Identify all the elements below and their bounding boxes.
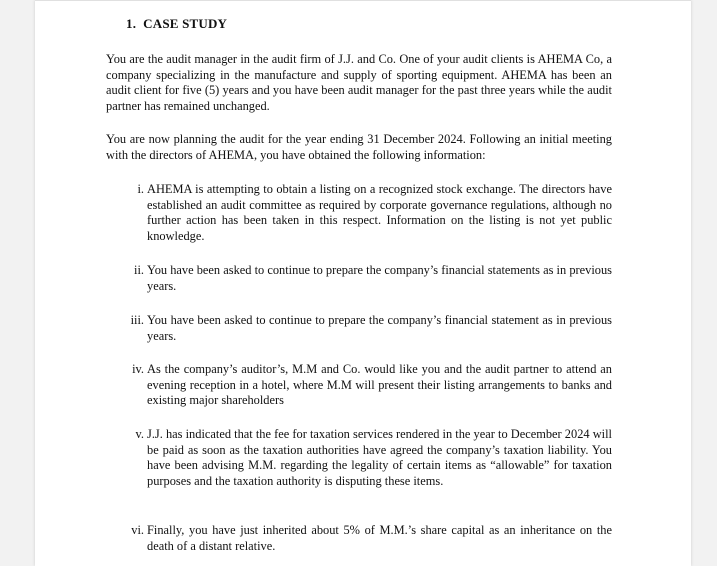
list-item-text: You have been asked to continue to prepare the company’s financial statements as in previous years. [147,263,612,293]
intro-paragraph: You are the audit manager in the audit firm of J.J. and Co. One of your audit clients is AHEMA Co, a company specializing in the manufacture and supply of sporting equipment. AHEMA has been an audit client for five (5) years and you have been audit manager for the past three years while the audit partner has remained unchanged. [106,52,612,113]
list-item-text: As the company’s auditor’s, M.M and Co. would like you and the audit partner to attend an evening reception in a hotel, where M.M will present their listing arrangements to banks and existing major shareholders [147,362,612,407]
section-heading [126,16,227,32]
list-item [118,362,612,409]
list-item [118,427,612,489]
list-item [118,313,612,344]
list-marker: vi. [131,523,144,537]
list-marker: iv. [132,362,144,376]
page-top-border [35,0,691,1]
list-item-text: You have been asked to continue to prepare the company’s financial statement as in previous years. [147,313,612,343]
section-number: 1. [126,16,137,31]
section-title: CASE STUDY [143,16,228,31]
list-marker: ii. [134,263,144,277]
list-item-text: AHEMA is attempting to obtain a listing on a recognized stock exchange. The directors have established an audit committee as required by corporate governance regulations, although no further action has been taken in this respect. Information on the listing is not yet public knowledge. [147,182,612,243]
list-marker: iii. [130,313,144,327]
list-item [118,263,612,294]
list-item-text: Finally, you have just inherited about 5% of M.M.’s share capital as an inheritance on the death of a distant relative. [147,523,612,553]
list-item [118,523,612,554]
list-marker: v. [135,427,144,441]
list-item [118,182,612,244]
list-item-text: J.J. has indicated that the fee for taxation services rendered in the year to December 2024 will be paid as soon as the taxation authorities have agreed the company’s taxation liability. You have been advising M.M. regarding the legality of certain items as “allowable” for taxation purposes and the taxation authority is disputing these items. [147,427,612,488]
planning-paragraph: You are now planning the audit for the year ending 31 December 2024. Following an initial meeting with the directors of AHEMA, you have obtained the following information: [106,132,612,162]
list-marker: i. [137,182,144,196]
